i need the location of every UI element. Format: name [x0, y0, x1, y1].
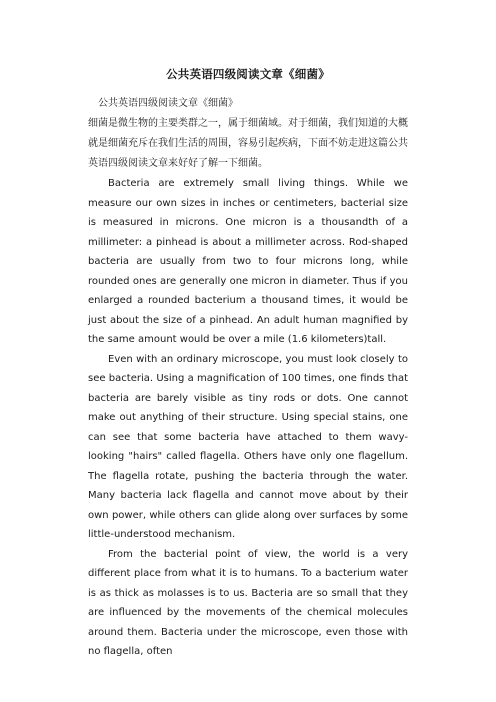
body-paragraph-2: Even with an ordinary microscope, you must look closely to see bacteria. Using a magnification of 100 times, one finds that bacteria are barely visible as tiny rods or dots. One cannot make out anything of their structure. Using special stains, one can see that some bacteria have attached to them wavy-looking "hairs" called flagella. Others have only one flagellum. The flagella rotate, pushing the bacteria through the water. Many bacteria lack flagella and cannot move about by their own power, while others can glide along over surfaces by some little-understood mechanism. [88, 353, 408, 540]
document-page [88, 0, 408, 662]
document-subtitle: 公共英语四级阅读文章《细菌》 [98, 98, 238, 109]
body-paragraph-3: From the bacterial point of view, the world is a very different place from what it is to humans. To a bacterium water is as thick as molasses is to us. Bacteria are so small that they are influenced by the movements of the chemical molecules around them. Bacteria under the microscope, even those with no flagella, often [88, 548, 408, 657]
intro-paragraph: 细菌是微生物的主要类群之一，属于细菌域。对于细菌，我们知道的大概就是细菌充斥在我们生活的周围，容易引起疾病，下面不妨走进这篇公共英语四级阅读文章来好好了解一下细菌。 [88, 118, 408, 169]
document-title: 公共英语四级阅读文章《细菌》 [166, 67, 330, 81]
body-paragraph-1: Bacteria are extremely small living things. While we measure our own sizes in inches or centimeters, bacterial size is measured in microns. One micron is a thousandth of a millimeter: a pinhead is about a millimeter across. Rod-shaped bacteria are usually from two to four microns long, while rounded ones are generally one micron in diameter. Thus if you enlarged a rounded bacterium a thousand times, it would be just about the size of a pinhead. An adult human magnified by the same amount would be over a mile (1.6 kilometers)tall. [88, 178, 408, 345]
